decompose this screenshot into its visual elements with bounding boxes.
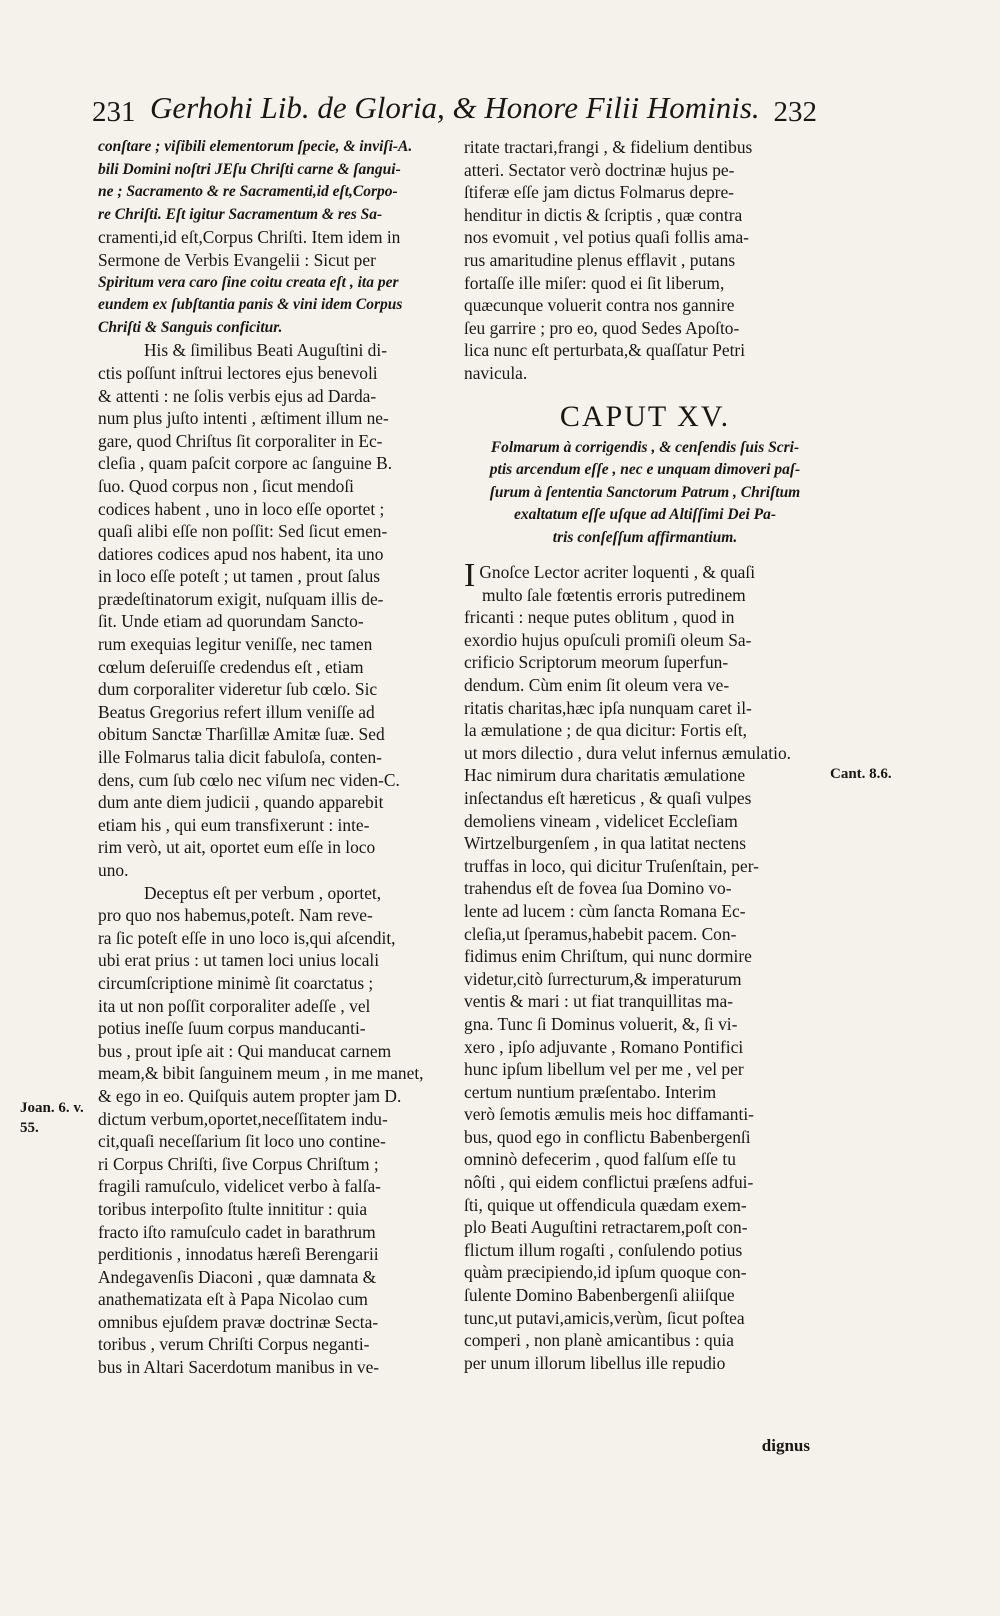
text-line: lente ad lucem : cùm ſancta Romana Ec- — [464, 900, 746, 921]
text-line: verò ſemotis æmulis meis hoc diffamanti- — [464, 1104, 754, 1125]
text-line: ſti, quique ut offendicula quædam exem- — [464, 1194, 747, 1215]
text-line: gna. Tunc ſi Dominus voluerit, &, ſi vi- — [464, 1013, 738, 1034]
text-line: conſtare ; viſibili elementorum ſpecie, & inviſi-A. — [98, 138, 413, 155]
text-line: fidimus enim Chriſtum, qui nunc dormire — [464, 946, 752, 967]
text-line: bili Domini noſtri JEſu Chriſti carne & ſangui- — [98, 160, 401, 178]
continued-paragraph — [464, 136, 826, 385]
text-line: ventis & mari : ut fiat tranquillitas ma- — [464, 991, 734, 1012]
text-line: ri Corpus Chriſti, ſive Corpus Chriſtum ; — [98, 1153, 379, 1174]
chapter-summary — [464, 437, 826, 550]
text-line: uno. — [98, 860, 129, 880]
right-page-number: 232 — [773, 96, 817, 128]
text-line: re Chriſti. Eſt igitur Sacramentum & res Sa- — [98, 205, 383, 223]
catchword: dignus — [761, 1436, 810, 1455]
text-line: dum ante diem judicii , quando apparebit — [98, 792, 384, 813]
text-line: ut mors dilectio , dura velut infernus æmulatio. — [464, 742, 791, 763]
summary-line: tris conſeſſum affirmantium. — [552, 528, 738, 546]
text-line: in loco eſſe poteſt ; ut tamen , prout ſalus — [98, 566, 381, 587]
left-page-number: 231 — [92, 96, 136, 128]
text-line: quàm præcipiendo,id ipſum quoque con- — [464, 1262, 747, 1283]
text-line: henditur in dictis & ſcriptis , quæ contra — [464, 204, 743, 225]
text-line: circumſcriptione minimè ſit coarctatus ; — [98, 972, 374, 993]
text-line: ſuo. Quod corpus non , ſicut mendoſi — [98, 475, 355, 496]
text-line: exordio hujus opuſculi promiſi oleum Sa- — [464, 629, 752, 650]
text-line: ritate tractari,frangi , & fidelium dentibus — [464, 137, 753, 157]
text-line: Deceptus eſt per verbum , oportet, — [144, 882, 382, 903]
margin-note-scripture: Joan. 6. v. 55. — [20, 1100, 84, 1136]
text-line: datiores codices apud nos habent, ita uno — [98, 543, 384, 564]
text-line: pro quo nos habemus,poteſt. Nam reve- — [98, 905, 373, 926]
text-line: Chriſti & Sanguis conficitur. — [98, 318, 283, 336]
text-line: omninò defecerim , quod falſum eſſe tu — [464, 1149, 736, 1170]
text-line: prædeſtinatorum exigit, nuſquam illis de- — [98, 588, 384, 609]
text-line: ſulente Domino Babenbergenſi aliiſque — [464, 1285, 735, 1306]
text-line: fragili ramuſculo, videlicet verbo à falſa- — [98, 1176, 381, 1197]
text-line: per unum illorum libellus ille repudio — [464, 1352, 726, 1373]
text-line: demoliens vineam , videlicet Eccleſiam — [464, 810, 738, 831]
text-line: ille Folmarus talia dicit fabuloſa, conten- — [98, 747, 382, 768]
text-line: Hac nimirum dura charitatis æmulatione — [464, 765, 746, 786]
text-line: rim verò, ut ait, oportet eum eſſe in loco — [98, 837, 376, 858]
text-line: comperi , non planè amicantibus : quia — [464, 1330, 734, 1351]
text-line: dum corporaliter videretur ſub cœlo. Sic — [98, 679, 378, 700]
text-line: eundem ex ſubſtantia panis & vini idem Corpus — [98, 296, 403, 314]
drop-cap: I — [464, 557, 476, 595]
text-line: ubi erat prius : ut tamen loci unius locali — [98, 950, 380, 971]
text-line: anathematizata eſt à Papa Nicolao cum — [98, 1289, 368, 1310]
text-line: ſtiferæ eſſe jam dictus Folmarus depre- — [464, 182, 734, 203]
text-line: nos evomuit , vel potius quaſi follis ama- — [464, 227, 749, 248]
text-line: quaſi alibi eſſe non poſſit: Sed ſicut emen- — [98, 521, 388, 542]
text-line: potius ineſſe ſuum corpus manducanti- — [98, 1018, 366, 1039]
text-line: toribus interpoſito ſtulte innititur : quia — [98, 1198, 368, 1219]
text-line: codices habent , uno in loco eſſe oportet ; — [98, 498, 385, 519]
text-line: rus amaritudine plenus efflavit , putans — [464, 249, 736, 270]
text-line: ſeu garrire ; pro eo, quod Sedes Apoſto- — [464, 317, 740, 338]
text-line: nôſti , qui eidem conflictui præſens adfui- — [464, 1172, 754, 1193]
text-line: His & ſimilibus Beati Auguſtini di- — [144, 340, 387, 361]
text-line: la æmulatione ; de qua dicitur: Fortis eſt, — [464, 720, 748, 741]
text-line: omnibus ejuſdem pravæ doctrinæ Secta- — [98, 1311, 379, 1332]
chapter-title: CAPUT XV. — [559, 399, 731, 433]
text-line: ritatis charitas,hæc ipſa nunquam caret il- — [464, 697, 752, 718]
text-line: crificio Scriptorum meorum ſuperfun- — [464, 652, 729, 673]
text-line: obitum Sanctæ Tharſillæ Amitæ ſuæ. Sed — [98, 724, 385, 745]
text-line: fracto iſto ramuſculo cadet in barathrum — [98, 1221, 376, 1242]
text-line: & ego in eo. Quiſquis autem propter jam D. — [98, 1085, 402, 1106]
text-line: cleſia , quam paſcit corpore ac ſanguine B. — [98, 453, 393, 474]
text-line: quæcunque voluerit contra nos gannire — [464, 295, 735, 316]
text-line: tunc,ut putavi,amicis,verùm, ſicut poſtea — [464, 1307, 745, 1328]
text-line: fricanti : neque putes oblitum , quod in — [464, 607, 735, 628]
text-line: bus in Altari Sacerdotum manibus in ve- — [98, 1357, 380, 1378]
text-line: & attenti : ne ſolis verbis ejus ad Darda- — [98, 385, 377, 406]
text-line: etiam his , qui eum transfixerunt : inte- — [98, 814, 370, 835]
running-header — [92, 90, 817, 140]
summary-line: ptis arcendum eſſe , nec e unquam dimoveri paſ- — [489, 461, 801, 479]
text-line: xero , ipſo adjuvante , Romano Pontifici — [464, 1036, 744, 1057]
text-line: perditionis , innodatus hæreſi Berengarii — [98, 1244, 379, 1265]
text-line: ne ; Sacramento & re Sacramenti,id eſt,Corpo- — [98, 183, 398, 201]
text-line: gare, quod Chriſtus ſit corporaliter in Ec- — [98, 430, 383, 451]
text-line: cœlum deſeruiſſe credendus eſt , etiam — [98, 656, 364, 677]
text-line: Andegavenſis Diaconi , quæ damnata & — [98, 1266, 377, 1287]
text-line: bus, quod ego in conflictu Babenbergenſi — [464, 1126, 751, 1147]
text-line: Spiritum vera caro ſine coitu creata eſt , ita per — [98, 273, 399, 291]
summary-line: ſurum à ſententia Sanctorum Patrum , Chriſtum — [489, 483, 801, 501]
text-line: trahendus eſt de fovea ſua Domino vo- — [464, 878, 732, 899]
text-line: inſectandus eſt hæreticus , & quaſi vulpes — [464, 787, 752, 808]
text-line: flictum illum rogaſti , conſulendo potius — [464, 1239, 743, 1260]
text-line: I Gnoſce Lector acriter loquenti , & quaſi — [464, 557, 756, 595]
chapter-body — [464, 557, 826, 1374]
text-line: dendum. Cùm enim ſit oleum vera ve- — [464, 675, 730, 695]
running-title: Gerhohi Lib. de Gloria, & Honore Filii Hominis. — [150, 90, 760, 125]
text-line: Sermone de Verbis Evangelii : Sicut per — [98, 249, 376, 270]
text-line: cit,quaſi neceſſarium ſit loco uno contine- — [98, 1131, 386, 1152]
text-line: cleſia,ut ſperamus,habebit pacem. Con- — [464, 923, 737, 944]
text-line: num plus juſto intenti , æſtiment illum ne- — [98, 408, 389, 429]
text-line: rum exequias legitur veniſſe, nec tamen — [98, 634, 373, 655]
summary-line: Folmarum à corrigendis , & cenſendis ſuis Scri- — [490, 438, 800, 456]
text-line: ſit. Unde etiam ad quorundam Sancto- — [98, 611, 364, 632]
text-line: Beatus Gregorius refert illum veniſſe ad — [98, 701, 375, 722]
text-line: hunc ipſum libellum vel per me , vel per — [464, 1059, 744, 1080]
text-line: videtur,citò ſurrecturum,& imperaturum — [464, 968, 742, 989]
text-line: multo ſale fœtentis erroris putredinem — [482, 584, 746, 605]
text-line: lica nunc eſt perturbata,& quaſſatur Petri — [464, 340, 746, 361]
text-line: ctis poſſunt inſtrui lectores ejus benevoli — [98, 362, 378, 383]
text-line: truffas in loco, qui dicitur Truſenſtain, per- — [464, 855, 759, 876]
text-line: navicula. — [464, 362, 528, 383]
text-line: certum nuntium præſentabo. Interim — [464, 1081, 717, 1102]
text-line: meam,& bibit ſanguinem meum , in me manet, — [98, 1063, 424, 1084]
text-line: dictum verbum,oportet,neceſſitatem indu- — [98, 1108, 388, 1129]
text-line: Wirtzelburgenſem , in qua latitat nectens — [464, 833, 746, 854]
text-line: toribus , verum Chriſti Corpus neganti- — [98, 1334, 370, 1355]
summary-line: exaltatum eſſe uſque ad Altiſſimi Dei Pa- — [513, 506, 777, 524]
text-line: fortaſſe ille miſer: quod ei ſit liberum, — [464, 272, 725, 293]
text-line: ra ſic poteſt eſſe in uno loco is,qui aſcendit, — [98, 927, 396, 948]
text-line: cramenti,id eſt,Corpus Chriſti. Item idem in — [98, 227, 401, 248]
text-line: atteri. Sectator verò doctrinæ hujus pe- — [464, 159, 735, 180]
left-text-column — [98, 136, 459, 1379]
text-line: plo Beati Auguſtini retractarem,poſt con- — [464, 1217, 748, 1238]
text-line: ita ut non poſſit corporaliter adeſſe , vel — [98, 995, 371, 1016]
right-text-column — [464, 136, 826, 1374]
margin-note-canticle: Cant. 8.6. — [830, 766, 892, 782]
text-line: bus , prout ipſe ait : Qui manducat carnem — [98, 1040, 392, 1061]
text-line: dens, cum ſub cœlo nec viſum nec viden-C. — [98, 769, 400, 790]
